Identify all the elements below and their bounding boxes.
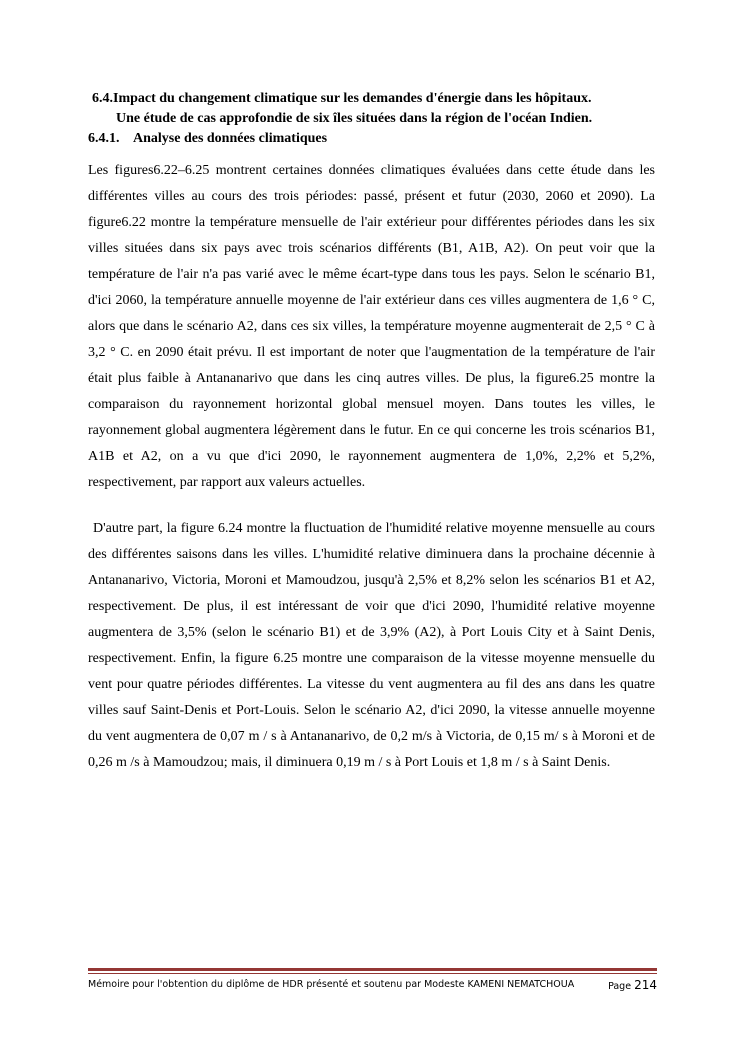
footer-rule-thin (88, 973, 657, 974)
footer-rule-thick (88, 968, 657, 971)
subsection-number: 6.4.1. (88, 131, 120, 146)
page-number: 214 (634, 978, 657, 992)
page-label: Page (608, 981, 632, 992)
paragraph-1: Les figures6.22–6.25 montrent certaines données climatiques évaluées dans cette étude dans les différentes villes au cours des trois périodes: passé, présent et futur (2030, 2060 et 2090). La figure6.22 montre la température mensuelle de l'air extérieur pour différentes périodes dans les six villes situées dans six pays avec trois scénarios différents (B1, A1B, A2). On peut voir que la température de l'air n'a pas varié avec le même écart-type dans tous les pays. Selon le scénario B1, d'ici 2060, la température annuelle moyenne de l'air extérieur dans ces villes augmentera de 1,6 ° C, alors que dans le scénario A2, dans ces six villes, la température moyenne augmenterait de 2,5 ° C à 3,2 ° C. en 2090 était prévu. Il est important de noter que l'augmentation de la température de l'air était plus faible à Antananarivo que dans les cinq autres villes. De plus, la figure6.25 montre la comparaison du rayonnement horizontal global mensuel moyen. Dans toutes les villes, le rayonnement global augmentera légèrement dans le futur. En ce qui concerne les trois scénarios B1, A1B et A2, on a vu que d'ici 2090, le rayonnement augmentera de 1,0%, 2,2% et 5,2%, respectivement, par rapport aux valeurs actuelles. (88, 163, 655, 490)
section-title-line-2: Une étude de cas approfondie de six îles situées dans la région de l'océan Indien. (116, 111, 593, 126)
page-number-block (608, 977, 657, 995)
subsection-heading (88, 129, 327, 149)
subsection-title: Analyse des données climatiques (133, 131, 328, 146)
paragraph-2: D'autre part, la figure 6.24 montre la fluctuation de l'humidité relative moyenne mensuelle au cours des différentes saisons dans les villes. L'humidité relative diminuera dans la prochaine décennie à Antananarivo, Victoria, Moroni et Mamoudzou, jusqu'à 2,5% et 8,2% selon les scénarios B1 et A2, respectivement. De plus, il est intéressant de voir que d'ici 2090, l'humidité relative moyenne augmentera de 3,5% (selon le scénario B1) et de 3,9% (A2), à Port Louis City et à Saint Denis, respectivement. Enfin, la figure 6.25 montre une comparaison de la vitesse moyenne mensuelle du vent pour quatre périodes différentes. La vitesse du vent augmentera au fil des ans dans les quatre villes sauf Saint-Denis et Port-Louis. Selon le scénario A2, d'ici 2090, la vitesse annuelle moyenne du vent augmentera de 0,07 m / s à Antananarivo, de 0,2 m/s à Victoria, de 0,15 m/ s à Moroni et de 0,26 m /s à Mamoudzou; mais, il diminuera 0,19 m / s à Port Louis et 1,8 m / s à Saint Denis. (88, 521, 655, 770)
footer-text: Mémoire pour l'obtention du diplôme de HDR présenté et soutenu par Modeste KAMENI NEMATCHOUA (88, 979, 575, 990)
section-title-line-1: 6.4.Impact du changement climatique sur les demandes d'énergie dans les hôpitaux. (92, 91, 592, 106)
page-footer (88, 977, 657, 993)
